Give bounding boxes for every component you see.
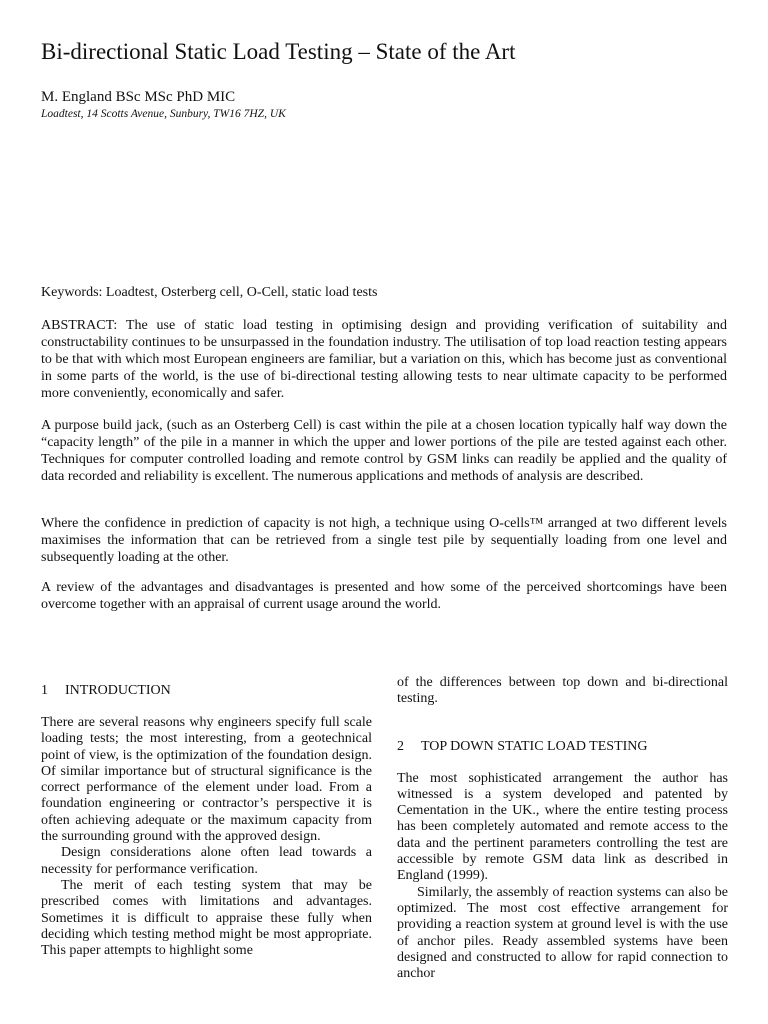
body-paragraph: The most sophisticated arrangement the author has witnessed is a system developed and patented by Cementation in the UK., where the entire testing process has been completely automated and remote access to the data and the pertinent parameters controlling the test are accessible by remote GSM data link as described in England (1999). xyxy=(397,770,728,884)
section-title: TOP DOWN STATIC LOAD TESTING xyxy=(421,738,648,754)
section-heading-introduction xyxy=(41,682,372,699)
right-column xyxy=(397,675,728,982)
body-paragraph: The merit of each testing system that may be prescribed comes with limitations and advantages. Sometimes it is difficult to appraise these fully when deciding which testing method might be most appropriate. This paper attempts to highlight some xyxy=(41,877,372,959)
body-paragraph: Design considerations alone often lead towards a necessity for performance verification. xyxy=(41,845,372,877)
author-line: M. England BSc MSc PhD MIC xyxy=(41,89,236,105)
affiliation-line: Loadtest, 14 Scotts Avenue, Sunbury, TW16 7HZ, UK xyxy=(41,108,286,120)
abstract-paragraph: A purpose build jack, (such as an Osterberg Cell) is cast within the pile at a chosen location typically half way down the “capacity length” of the pile in a manner in which the upper and lower portions of the pile are tested against each other. Techniques for computer controlled loading and remote control by GSM links can readily be applied and the quality of data recorded and reliability is excellent. The numerous applications and methods of analysis are described. xyxy=(41,418,727,484)
body-paragraph: Similarly, the assembly of reaction systems can also be optimized. The most cost effective arrangement for providing a reaction system at ground level is with the use of anchor piles. Ready assembled systems have been designed and constructed to allow for rapid connection to anchor xyxy=(397,884,728,982)
abstract-paragraph: ABSTRACT: The use of static load testing in optimising design and providing verification of suitability and constructability continues to be unsurpassed in the foundation industry. The utilisation of top load reaction testing appears to be that with which most European engineers are familiar, but a variation on this, which has become just as conventional in some parts of the world, is the use of bi-directional testing allowing tests to near ultimate capacity to be performed more conveniently, economically and safer. xyxy=(41,318,727,401)
section-title: INTRODUCTION xyxy=(65,683,171,698)
body-paragraph-continued: of the differences between top down and bi-directional testing. xyxy=(397,675,728,707)
abstract-paragraph: Where the confidence in prediction of capacity is not high, a technique using O-cells™ arranged at two different levels maximises the information that can be retrieved from a single test pile by sequentially loading from one level and subsequently loading at the other. xyxy=(41,516,727,565)
keywords: Keywords: Loadtest, Osterberg cell, O-Cell, static load tests xyxy=(41,285,378,300)
section-heading-top-down xyxy=(397,738,728,755)
section-number: 1 xyxy=(41,683,48,698)
body-paragraph: There are several reasons why engineers specify full scale loading tests; the most interesting, from a geotechnical point of view, is the optimization of the foundation design. Of similar importance but of structural significance is the correct performance of the element under load. From a foundation engineering or contractor’s perspective it is often achieving adequate or the maximum capacity from the surrounding ground with the approved design. xyxy=(41,715,372,845)
section-number: 2 xyxy=(397,738,404,754)
left-column xyxy=(41,682,372,959)
abstract-paragraph: A review of the advantages and disadvantages is presented and how some of the perceived shortcomings have been overcome together with an appraisal of current usage around the world. xyxy=(41,580,727,612)
paper-title: Bi-directional Static Load Testing – State of the Art xyxy=(41,39,516,64)
